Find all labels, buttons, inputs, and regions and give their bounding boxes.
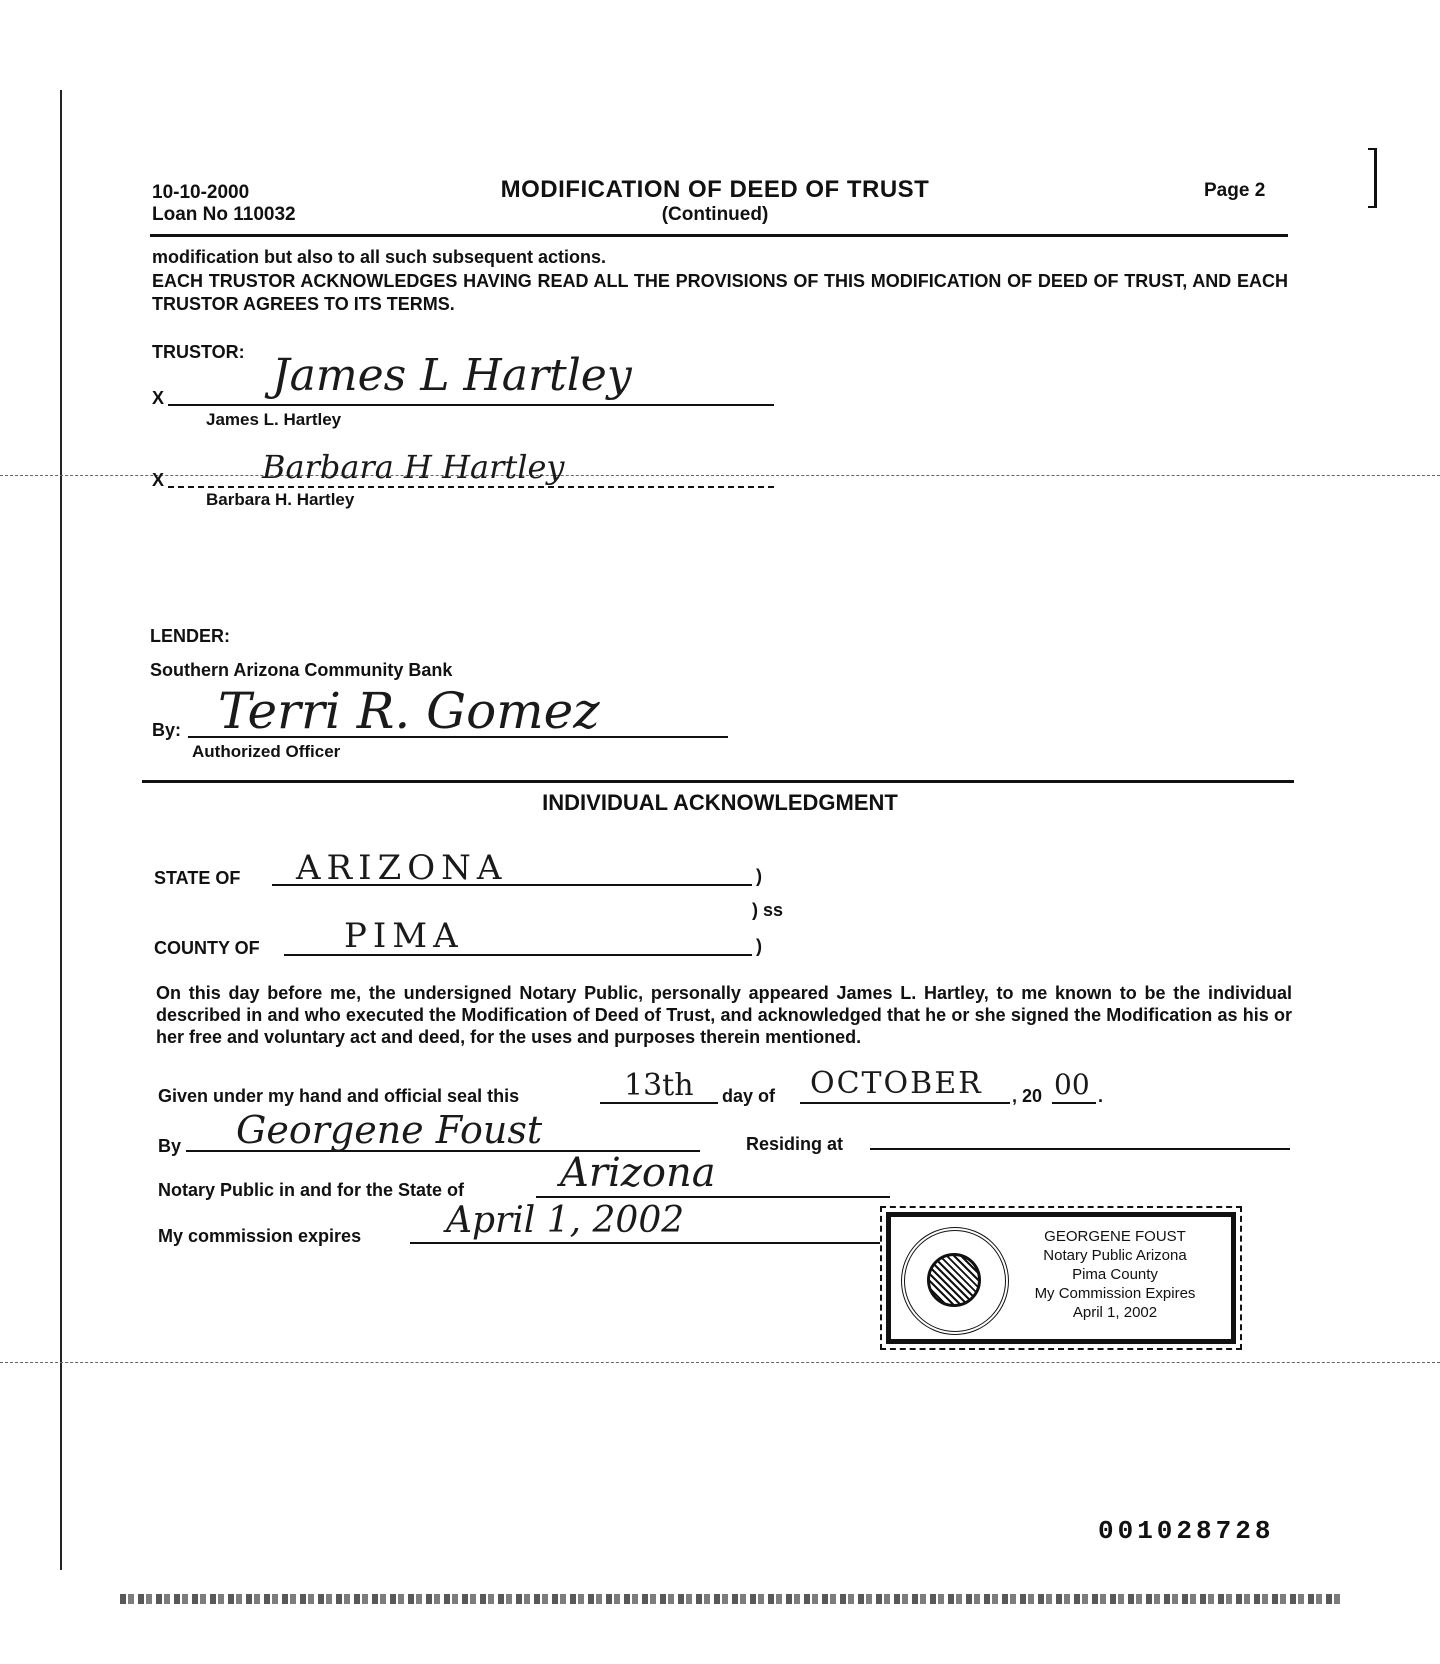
seal-text [1009, 1227, 1221, 1322]
section-rule [142, 780, 1294, 783]
year-line [1052, 1102, 1096, 1104]
seal-line-5: April 1, 2002 [1072, 1304, 1158, 1321]
state-seal-center [927, 1253, 981, 1307]
trustor-2-signature: Barbara H Hartley [262, 448, 565, 486]
county-paren: ) [756, 936, 762, 956]
trustor-1-name: James L. Hartley [206, 410, 342, 429]
acknowledgment-title: INDIVIDUAL ACKNOWLEDGMENT [542, 790, 898, 815]
day-value: 13th [624, 1068, 694, 1103]
notary-seal [886, 1212, 1236, 1344]
month-value: OCTOBER [810, 1066, 983, 1101]
page-title: MODIFICATION OF DEED OF TRUST [500, 176, 930, 203]
trustor-2-mark: X [152, 470, 165, 490]
notary-by-label: By [158, 1136, 182, 1156]
continuation-text: modification but also to all such subsequent actions. [152, 247, 607, 267]
residing-label: Residing at [746, 1134, 844, 1154]
trustor-2-signature-line [168, 486, 774, 488]
trustor-label: TRUSTOR: [152, 342, 245, 362]
header-rule [150, 234, 1288, 237]
year-prefix: , 20 [1012, 1086, 1043, 1106]
trustor-1-signature: James L Hartley [272, 350, 632, 401]
county-label: COUNTY OF [154, 938, 260, 958]
trustor-1-mark: X [152, 388, 165, 408]
state-paren: ) [756, 866, 762, 886]
day-of-label: day of [722, 1086, 776, 1106]
state-value: ARIZONA [296, 848, 508, 888]
scan-edge-noise [120, 1594, 1340, 1604]
state-label: STATE OF [154, 868, 241, 888]
county-value: PIMA [344, 916, 464, 956]
left-margin-line [60, 90, 62, 1570]
scan-fold-line [0, 1362, 1440, 1363]
acknowledgment-paragraph: On this day before me, the undersigned Notary Public, personally appeared James L. Hartley, to me known to be the individual described in and who executed the Modification of Deed of Trust, and acknowledged that he or she signed the Modification as his or her free and voluntary act and deed, for the uses and purposes therein mentioned. [156, 983, 1292, 1047]
header-date: 10-10-2000 [152, 182, 250, 203]
lender-by-label: By: [152, 720, 182, 740]
seal-line-2: Notary Public Arizona [1043, 1247, 1187, 1264]
document-number: 001028728 [1098, 1516, 1275, 1546]
ss-mark: ) ss [752, 900, 784, 920]
seal-line-1: GEORGENE FOUST [1044, 1228, 1186, 1245]
trustor-acknowledgment-text: EACH TRUSTOR ACKNOWLEDGES HAVING READ ALL THE PROVISIONS OF THIS MODIFICATION OF DEED OF TRUST, AND EACH TRUSTOR AGREES TO ITS TERMS. [152, 271, 1288, 314]
lender-signature: Terri R. Gomez [218, 682, 600, 740]
seal-line-3: Pima County [1072, 1266, 1158, 1283]
commission-value: April 1, 2002 [446, 1200, 685, 1241]
page-subtitle: (Continued) [661, 204, 769, 225]
page-number: Page 2 [1204, 180, 1266, 201]
lender-label: LENDER: [150, 626, 230, 646]
trustor-2-name: Barbara H. Hartley [206, 490, 355, 509]
notary-signature: Georgene Foust [236, 1108, 543, 1152]
year-suffix: . [1098, 1086, 1104, 1106]
header-loan-number: Loan No 110032 [152, 204, 296, 225]
year-value: 00 [1054, 1068, 1090, 1101]
residing-line [870, 1148, 1290, 1150]
trustor-1-signature-line [168, 404, 774, 406]
month-line [800, 1102, 1010, 1104]
state-seal-emblem [901, 1227, 1009, 1335]
commission-line [410, 1242, 880, 1244]
lender-name: Southern Arizona Community Bank [150, 660, 453, 680]
notary-state-value: Arizona [560, 1150, 716, 1196]
seal-line-4: My Commission Expires [1034, 1285, 1196, 1302]
notary-state-label: Notary Public in and for the State of [158, 1180, 465, 1200]
commission-label: My commission expires [158, 1226, 362, 1246]
bracket-mark [1368, 148, 1377, 208]
notary-state-line [536, 1196, 890, 1198]
scan-fold-line [0, 475, 1440, 476]
lender-signer-title: Authorized Officer [192, 742, 341, 761]
given-label: Given under my hand and official seal this [158, 1086, 520, 1106]
